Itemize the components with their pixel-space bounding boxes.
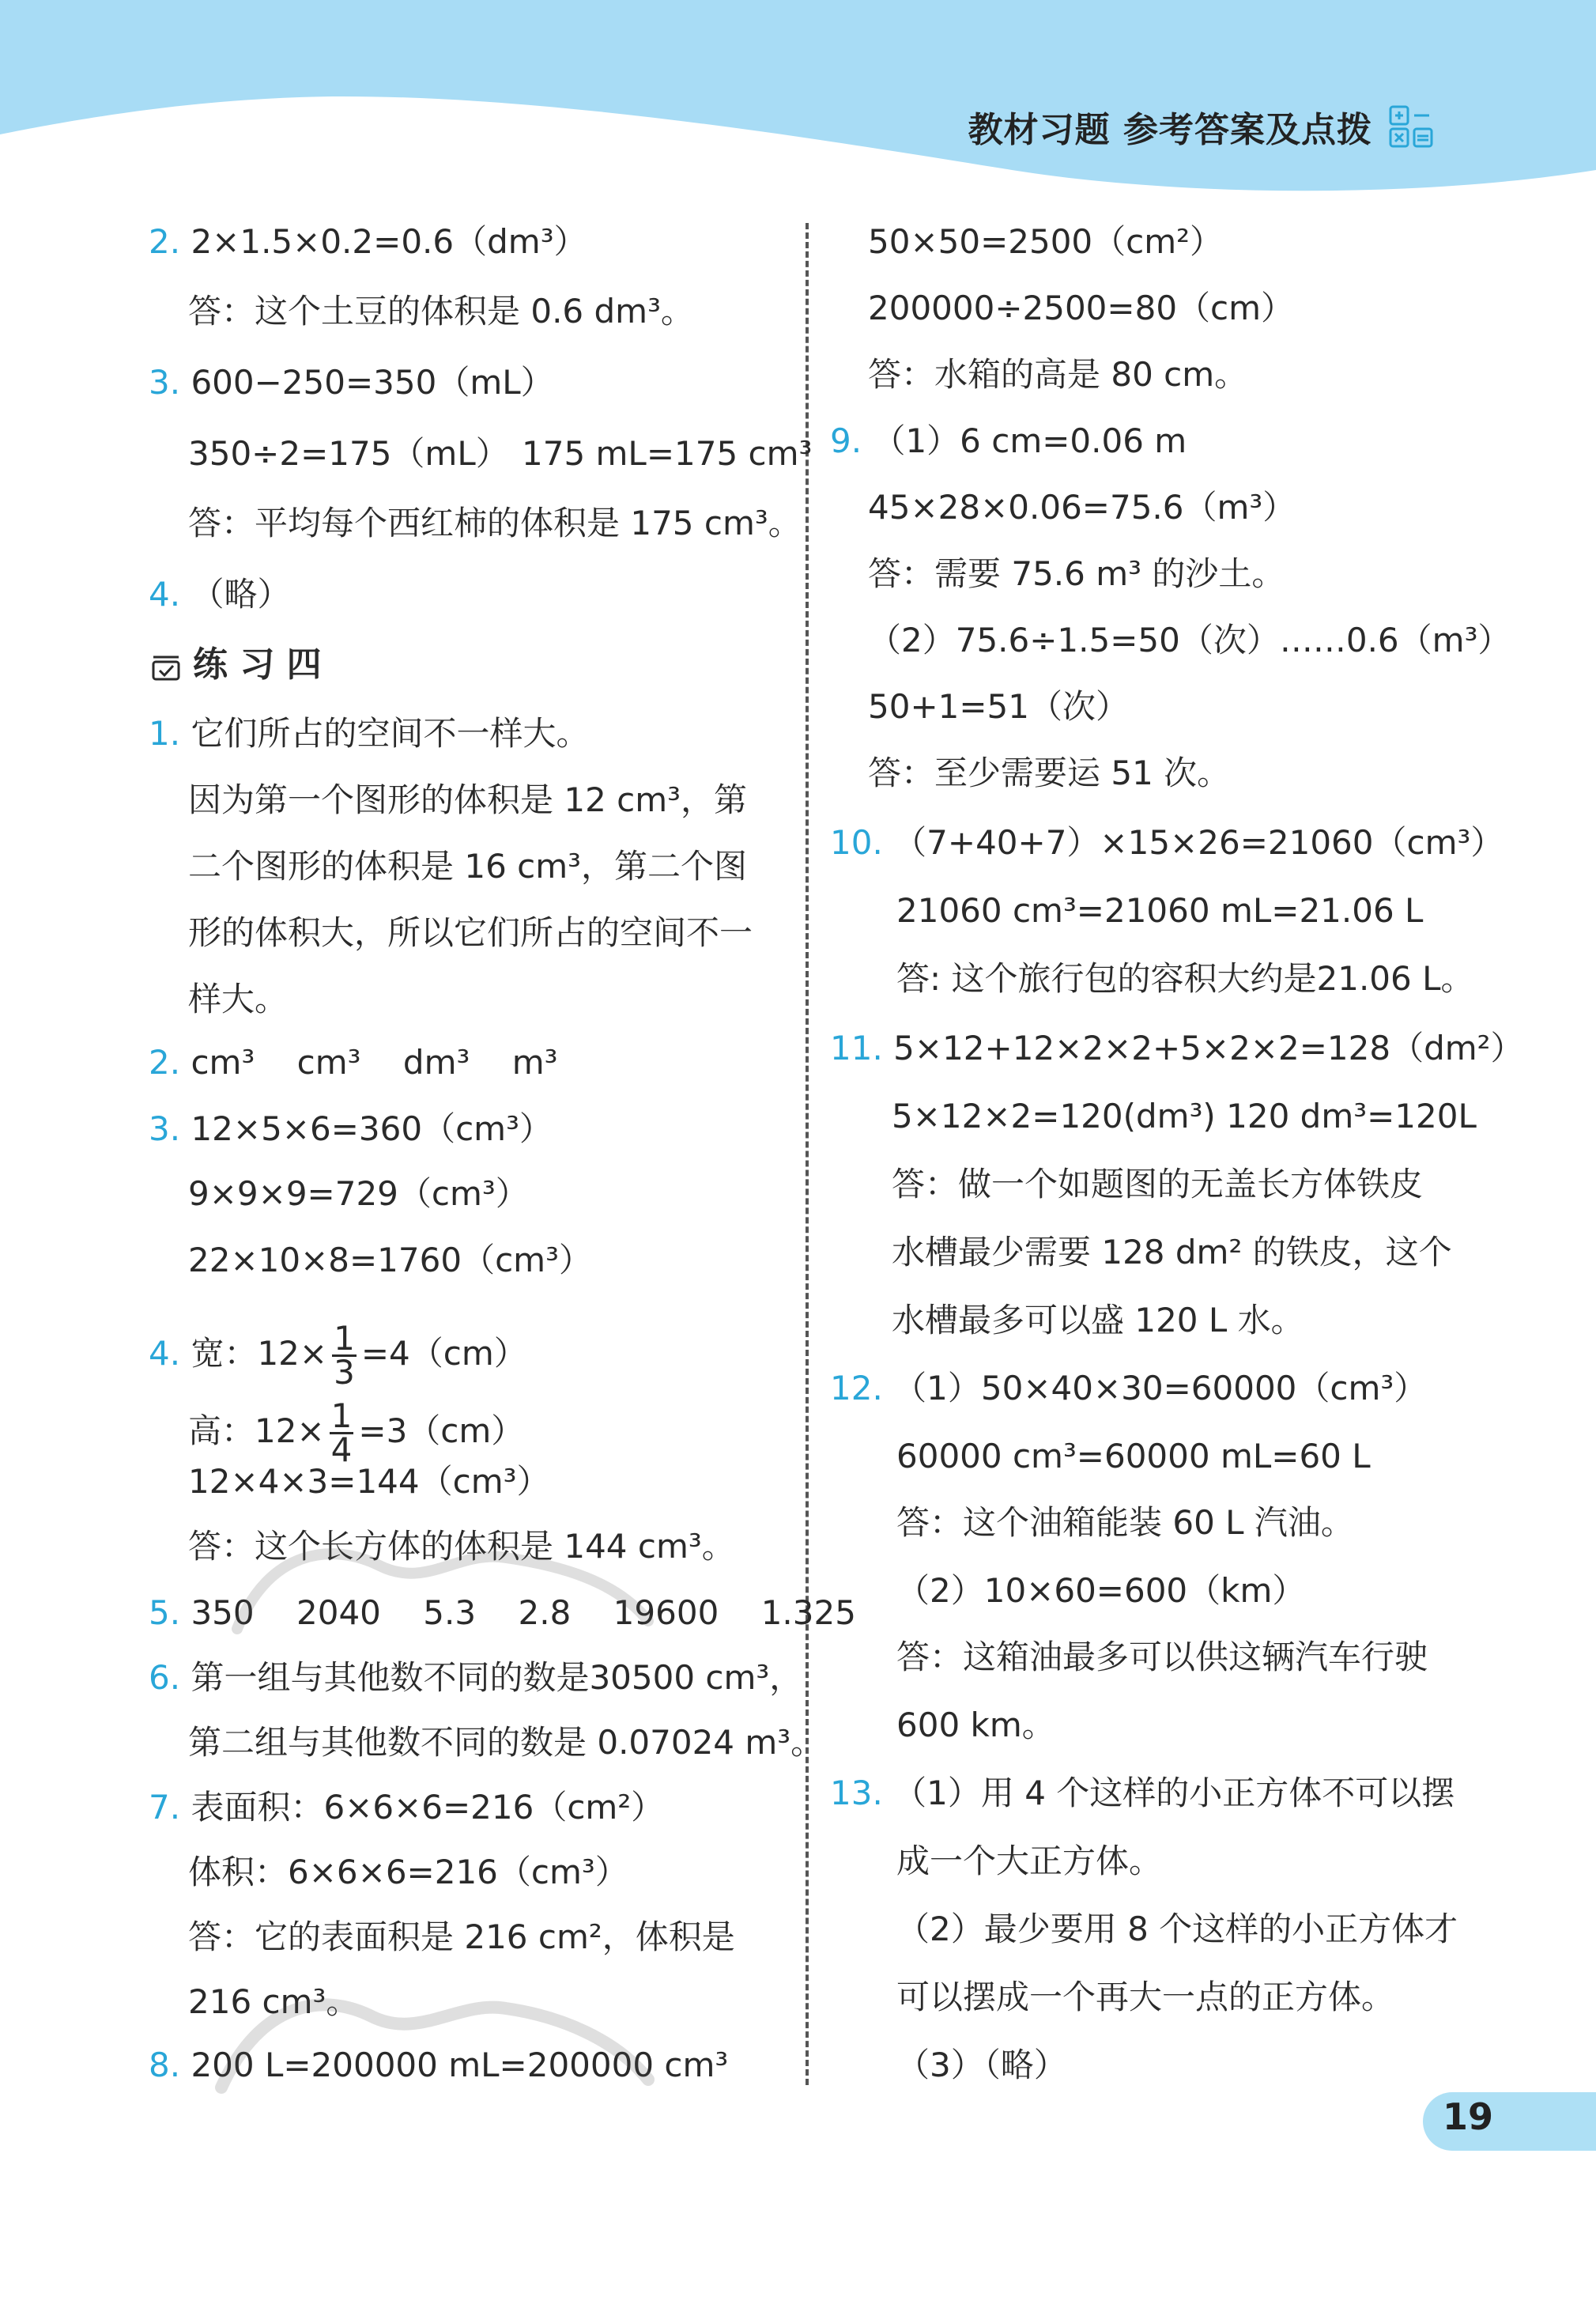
answer-line: 因为第一个图形的体积是 12 cm³，第 — [188, 780, 747, 819]
answer-line: 体积：6×6×6=216（cm³） — [188, 1853, 628, 1891]
answer-line — [830, 419, 1187, 463]
question-number: 2. — [149, 1043, 181, 1082]
answer-line: 答: 这个旅行包的容积大约是21.06 L。 — [896, 959, 1474, 998]
answer-line — [188, 1396, 525, 1469]
question-number: 5. — [149, 1593, 181, 1632]
question-number: 3. — [149, 1109, 181, 1148]
question-number: 7. — [149, 1788, 181, 1827]
answer-line: 二个图形的体积是 16 cm³，第二个图 — [188, 847, 747, 886]
answer-line: 答：这个土豆的体积是 0.6 dm³。 — [188, 292, 694, 331]
answer-text: =3（cm） — [358, 1411, 525, 1450]
answer-line: （2）75.6÷1.5=50（次）……0.6（m³） — [868, 621, 1511, 659]
answer-line — [830, 1771, 1455, 1815]
section-title: 练 习 四 — [193, 644, 322, 685]
answer-line: 答：做一个如题图的无盖长方体铁皮 — [892, 1165, 1424, 1203]
section-heading — [150, 643, 322, 687]
answer-line: 60000 cm³=60000 mL=60 L — [896, 1437, 1371, 1475]
answer-line: 216 cm³。 — [188, 1982, 360, 2021]
answer-line — [149, 1785, 664, 1830]
answer-line: 12×4×3=144（cm³） — [188, 1462, 550, 1501]
answer-line: 9×9×9=729（cm³） — [188, 1174, 529, 1213]
answer-line: （3）（略） — [896, 2046, 1067, 2084]
answer-line: 答：这箱油最多可以供这辆汽车行驶 — [896, 1638, 1428, 1676]
answer-text: 5×12+12×2×2+5×2×2=128（dm²） — [893, 1029, 1524, 1067]
answer-line: 600 km。 — [896, 1706, 1055, 1744]
answer-text: 200 L=200000 mL=200000 cm³ — [191, 2046, 729, 2084]
answer-line: 可以摆成一个再大一点的正方体。 — [896, 1978, 1395, 2016]
answer-text: 第一组与其他数不同的数是30500 cm³， — [191, 1658, 803, 1697]
question-number: 9. — [830, 421, 862, 460]
answer-text: （略） — [191, 575, 291, 614]
header-band — [0, 0, 1596, 198]
question-number: 4. — [149, 1334, 181, 1373]
answer-text: 2×1.5×0.2=0.6（dm³） — [191, 222, 587, 261]
answer-text: （1）50×40×30=60000（cm³） — [893, 1369, 1428, 1407]
answer-line — [149, 1041, 558, 1085]
question-number: 2. — [149, 222, 181, 261]
answer-line: （2）最少要用 8 个这样的小正方体才 — [896, 1910, 1458, 1948]
answer-line — [149, 361, 554, 405]
answer-line — [149, 220, 587, 264]
column-divider — [806, 223, 809, 2085]
fraction — [332, 1319, 357, 1392]
answer-line: 22×10×8=1760（cm³） — [188, 1241, 592, 1279]
answer-line — [830, 821, 1504, 865]
answer-text: 600−250=350（mL） — [191, 363, 554, 402]
answer-line: 水槽最多可以盛 120 L 水。 — [892, 1301, 1304, 1339]
answer-line: 5×12×2=120(dm³) 120 dm³=120L — [892, 1097, 1477, 1135]
fraction-denominator: 3 — [334, 1353, 355, 1392]
answer-line — [149, 572, 290, 617]
calculator-grid-icon — [1388, 104, 1434, 150]
answer-line: 第二组与其他数不同的数是 0.07024 m³。 — [188, 1723, 824, 1762]
answer-text: 宽：12× — [191, 1334, 328, 1373]
question-number: 12. — [830, 1369, 883, 1407]
answer-line — [149, 1656, 802, 1700]
answer-line: 答：这个长方体的体积是 144 cm³。 — [188, 1527, 735, 1566]
header-title: 教材习题 参考答案及点拨 — [968, 110, 1372, 150]
question-number: 4. — [149, 575, 181, 614]
answer-line: 样大。 — [188, 980, 289, 1018]
fraction-numerator: 1 — [330, 1396, 353, 1435]
answer-line: 175 mL=175 cm³ — [522, 434, 813, 473]
answer-text: 它们所占的空间不一样大。 — [191, 714, 590, 753]
question-number: 8. — [149, 2046, 181, 2084]
page-number: 19 — [1443, 2095, 1494, 2138]
answer-line: 350÷2=175（mL） — [188, 434, 509, 473]
answer-text: 高：12× — [188, 1411, 325, 1450]
answer-line: 形的体积大，所以它们所占的空间不一 — [188, 913, 753, 952]
answer-line: 200000÷2500=80（cm） — [868, 289, 1295, 327]
answer-line: 答：这个油箱能装 60 L 汽油。 — [896, 1503, 1354, 1542]
question-number: 13. — [830, 1774, 883, 1812]
answer-line: 答：水箱的高是 80 cm。 — [868, 355, 1248, 394]
answer-line: 50×50=2500（cm²） — [868, 222, 1223, 261]
answer-line — [830, 1366, 1427, 1411]
answer-line: 50+1=51（次） — [868, 687, 1129, 726]
answer-text: 12×5×6=360（cm³） — [191, 1109, 553, 1148]
fraction-numerator: 1 — [334, 1319, 355, 1358]
answer-text: （1）6 cm=0.06 m — [872, 421, 1187, 460]
answer-line: （2）10×60=600（km） — [896, 1571, 1306, 1610]
checklist-icon — [150, 651, 182, 682]
answer-line: 成一个大正方体。 — [896, 1842, 1163, 1880]
answer-line: 答：需要 75.6 m³ 的沙土。 — [868, 554, 1285, 593]
answer-line — [149, 1319, 527, 1392]
answer-text: （7+40+7）×15×26=21060（cm³） — [893, 823, 1504, 862]
answer-line — [149, 712, 589, 756]
answer-line: 答：至少需要运 51 次。 — [868, 754, 1231, 792]
answer-line: 答：它的表面积是 216 cm²，体积是 — [188, 1917, 735, 1956]
question-number: 11. — [830, 1029, 883, 1067]
question-number: 6. — [149, 1658, 181, 1697]
answer-text: （1）用 4 个这样的小正方体不可以摆 — [893, 1774, 1455, 1812]
answer-line — [149, 1107, 553, 1151]
question-number: 3. — [149, 363, 181, 402]
question-number: 1. — [149, 714, 181, 753]
fraction-denominator: 4 — [330, 1430, 353, 1469]
watermark-logo — [206, 1977, 664, 2111]
question-number: 10. — [830, 823, 883, 862]
answer-text: =4（cm） — [360, 1334, 527, 1373]
answer-line — [830, 1026, 1523, 1071]
fraction — [330, 1396, 354, 1469]
answer-line: 答：平均每个西红柿的体积是 175 cm³。 — [188, 504, 802, 542]
answer-text: 350 2040 5.3 2.8 19600 1.325 — [191, 1593, 856, 1632]
answer-line: 水槽最少需要 128 dm² 的铁皮，这个 — [892, 1233, 1452, 1271]
answer-text: cm³ cm³ dm³ m³ — [191, 1043, 558, 1082]
answer-line: 21060 cm³=21060 mL=21.06 L — [896, 891, 1424, 930]
answer-text: 表面积：6×6×6=216（cm²） — [191, 1788, 665, 1827]
watermark-logo — [221, 1534, 664, 1653]
answer-line: 45×28×0.06=75.6（m³） — [868, 488, 1296, 527]
